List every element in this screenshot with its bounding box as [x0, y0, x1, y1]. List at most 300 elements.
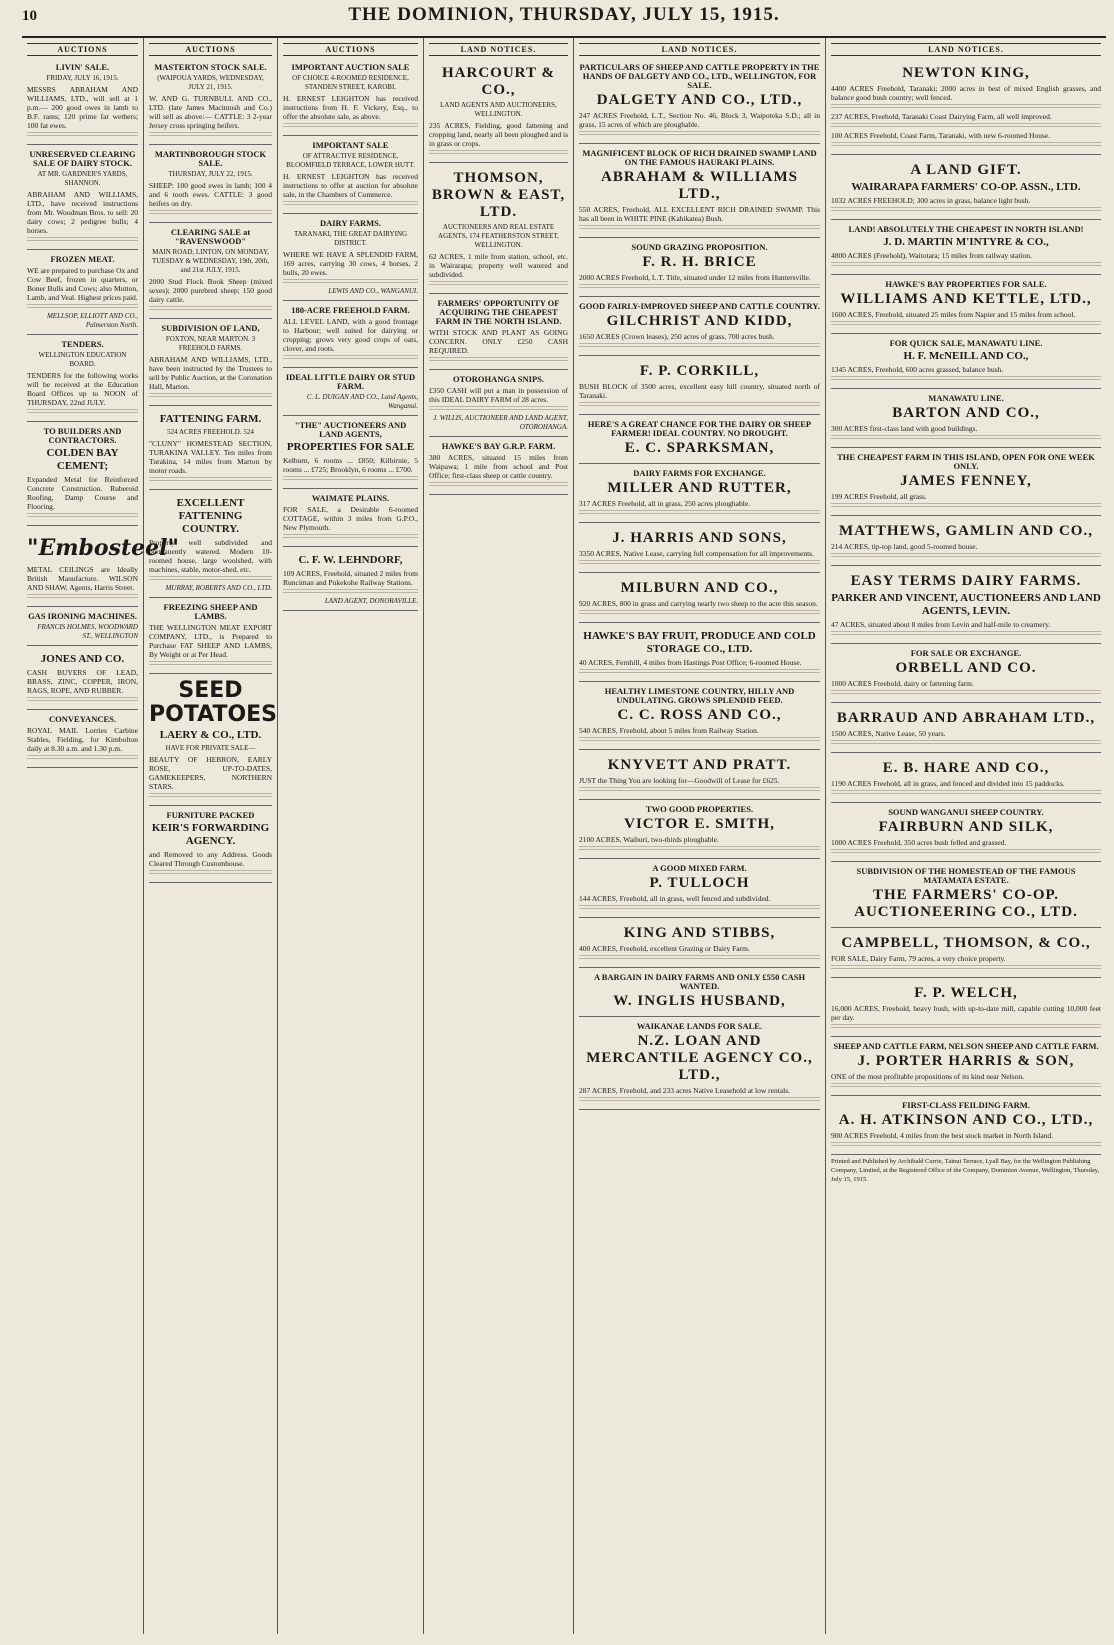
ad-body: BUSH BLOCK of 3500 acres, excellent easy hill country, situated north of Taranaki.: [579, 382, 820, 400]
ad-signature: C. L. DUIGAN AND CO., Land Agents, Wanganui.: [306, 393, 418, 410]
small-print-lines: [149, 870, 272, 876]
column-6: [826, 38, 1106, 1634]
ad-body: BEAUTY OF HEBRON, EARLY ROSE, UP-TO-DATES, GAMEKEEPERS, NORTHERN STARS.: [149, 755, 272, 791]
ad-body: ROYAL MAIL Lorries Carbine Stables, Fielding, for Kimbolton daily at 8.30 a.m. and 1.30 p.m.: [27, 726, 138, 753]
ad-advertiser: MILLER AND RUTTER,: [607, 480, 792, 496]
ad-body: CASH BUYERS OF LEAD, BRASS, ZINC, COPPER, IRON, RAGS, ROPE, AND RUBBER.: [27, 668, 138, 695]
small-print-lines: [283, 123, 418, 129]
ad-signature: J. WILLIS, AUCTIONEER AND LAND AGENT, OTOROHANGA.: [433, 414, 568, 431]
ad-heading: FIRST-CLASS FEILDING FARM.: [902, 1100, 1030, 1110]
ad-heading: IMPORTANT SALE: [312, 140, 389, 150]
small-print-lines: [579, 610, 820, 616]
ad-body: 235 ACRES, Fielding, good fattening and cropping land, nearly all been ploughed and is in grass or crops.: [429, 121, 568, 148]
advertisement: [831, 277, 1101, 334]
ad-heading: OTOROHANGA SNIPS.: [452, 374, 544, 384]
advertisement: [429, 165, 568, 294]
advertisement: [283, 491, 418, 547]
ad-heading: MASTERTON STOCK SALE.: [154, 62, 267, 72]
small-print-lines: [831, 207, 1101, 213]
small-print-lines: [579, 284, 820, 290]
advertisement: [27, 337, 138, 422]
ad-subheading: LAERY & CO., LTD.: [159, 729, 262, 741]
ad-body: 550 ACRES, Freehold, ALL EXCELLENT RICH DRAINED SWAMP. This has all been in WHITE PINE (Kahikatea) Bush.: [579, 205, 820, 223]
ad-heading: HERE'S A GREAT CHANCE FOR THE DAIRY OR SHEEP FARMER! IDEAL COUNTRY. NO DROUGHT.: [587, 419, 812, 438]
ad-advertiser: KNYVETT AND PRATT.: [607, 757, 792, 773]
advertisement: [149, 321, 272, 406]
ad-subtitle: WELLINGTON EDUCATION BOARD.: [38, 351, 127, 368]
advertisement: [831, 1098, 1101, 1155]
section-heading: AUCTIONS: [27, 43, 138, 56]
small-print-lines: [831, 553, 1101, 559]
advertisement: [149, 600, 272, 674]
ad-subtitle: FRIDAY, JULY 16, 1915.: [46, 74, 119, 82]
advertisement: [283, 303, 418, 368]
ad-advertiser: A. H. ATKINSON AND CO., LTD.,: [838, 1112, 1094, 1128]
ad-body: £350 CASH will put a man in possession of this IDEAL DAIRY FARM of 28 acres.: [429, 386, 568, 404]
small-print-lines: [27, 304, 138, 310]
brand-logo: "Embosteel": [27, 535, 179, 561]
small-print-lines: [831, 435, 1101, 441]
ad-subtitle: THURSDAY, JULY 22, 1915.: [168, 170, 253, 178]
small-print-lines: [579, 737, 820, 743]
ad-signature: MELLSOP, ELLIOTT AND CO., Palmerston North.: [46, 312, 138, 329]
ad-signature: LAND AGENT, DONORAVILLE.: [324, 597, 418, 605]
small-print-lines: [831, 1142, 1101, 1148]
ad-advertiser: N.Z. LOAN AND MERCANTILE AGENCY CO., LTD.,: [586, 1033, 813, 1083]
advertisement: [831, 864, 1101, 928]
ad-advertiser: FAIRBURN AND SILK,: [878, 819, 1054, 835]
advertisement: [579, 861, 820, 918]
advertisement: [429, 439, 568, 495]
ad-heading: GOOD FAIRLY-IMPROVED SHEEP AND CATTLE COUNTRY.: [579, 301, 820, 311]
ad-subheading: PROPERTIES FOR SALE: [286, 441, 415, 453]
ad-body: 199 ACRES Freehold, all grass.: [831, 492, 927, 501]
advertisement: [831, 157, 1101, 220]
ad-advertiser: C. C. ROSS AND CO.,: [617, 707, 782, 723]
small-print-lines: [579, 510, 820, 516]
ad-body: 214 ACRES, tip-top land, good 5-roomed house.: [831, 542, 978, 551]
advertisement: [149, 676, 278, 806]
ad-body: 1650 ACRES (Crown leases), 250 acres of grass, 700 acres bush.: [579, 332, 775, 341]
ad-heading: MAGNIFICENT BLOCK OF RICH DRAINED SWAMP LAND ON THE FAMOUS HAURAKI PLAINS.: [582, 148, 817, 167]
ad-advertiser: F. R. H. BRICE: [642, 254, 757, 270]
ad-body: 47 ACRES, situated about 8 miles from Levin and half-mile to creamery.: [831, 620, 1051, 629]
small-print-lines: [831, 740, 1101, 746]
small-print-lines: [27, 132, 138, 138]
ad-subtitle: TARANAKI, THE GREAT DAIRYING DISTRICT.: [293, 230, 408, 247]
ad-body: 300 ACRES first-class land with good buildings.: [831, 424, 978, 433]
small-print-lines: [831, 376, 1101, 382]
advertisement: [27, 712, 138, 768]
ad-body: 1032 ACRES FREEHOLD; 300 acres in grass, balance light bush.: [831, 196, 1031, 205]
advertisement: [579, 466, 820, 523]
advertisement: [149, 492, 272, 598]
ad-subheading: WAIRARAPA FARMERS' CO-OP. ASSN., LTD.: [851, 181, 1081, 193]
ad-advertiser: ORBELL AND CO.: [895, 660, 1037, 676]
ad-advertiser: A LAND GIFT.: [910, 162, 1022, 178]
ad-advertiser: GILCHRIST AND KIDD,: [606, 313, 793, 329]
ad-heading: SOUND WANGANUI SHEEP COUNTRY.: [888, 807, 1044, 817]
ad-heading: LAND! ABSOLUTELY THE CHEAPEST IN NORTH ISLAND!: [848, 224, 1084, 234]
ad-body: THE WELLINGTON MEAT EXPORT COMPANY, LTD., is Prepared to Purchase FAT SHEEP AND LAMBS, By Weight or at Per Head.: [149, 623, 272, 659]
small-print-lines: [831, 104, 1101, 110]
ad-advertiser: THOMSON, BROWN & EAST, LTD.: [431, 170, 566, 220]
small-print-lines: [831, 631, 1101, 637]
ad-heading: 180-ACRE FREEHOLD FARM.: [291, 305, 410, 315]
ad-subheading: KEIR'S FORWARDING AGENCY.: [151, 822, 270, 847]
ad-body: 900 ACRES Freehold, 4 miles from the best stock market in North Island.: [831, 1131, 1054, 1140]
small-print-lines: [579, 131, 820, 137]
ad-signature: MURRAY, ROBERTS AND CO., LTD.: [165, 584, 272, 592]
ad-body: MESSRS ABRAHAM AND WILLIAMS, LTD., will sell at 1 p.m.— 200 good owes in lamb to B.F. rams; 120 prime fat wethers; 100 fat ewes.: [27, 85, 138, 130]
small-print-lines: [831, 1024, 1101, 1030]
advertisement: [283, 216, 418, 301]
ad-subtitle: AT MR. GARDNER'S YARDS, SHANNON.: [37, 170, 128, 187]
advertisement: [831, 755, 1101, 803]
ad-body: WHERE WE HAVE A SPLENDID FARM, 169 acres, carrying 30 cows, 4 horses, 2 bulls, 20 ewes.: [283, 250, 418, 277]
small-print-lines: [831, 142, 1101, 148]
small-print-lines: [429, 357, 568, 363]
column-5: [574, 38, 826, 1634]
ad-body: 40 ACRES, Fernhill, 4 miles from Hastings Post Office; 6-roomed House.: [579, 658, 802, 667]
ad-body: W. AND G. TURNBULL AND CO., LTD. (late James Macintosh and Co.) will sell as above:— CATTLE: 3 2-year Jersey cross springing heifers.: [149, 94, 272, 130]
advertisement: [27, 60, 138, 145]
ad-advertiser: E. C. SPARKSMAN,: [624, 440, 775, 456]
ad-body: 380 ACRES, situated 15 miles from Waipawa; 1 mile from school and Post Office; first-class sheep or cattle country.: [429, 453, 568, 480]
ad-subheading: EXCELLENT FATTENING COUNTRY.: [176, 497, 245, 535]
small-print-lines: [831, 321, 1101, 327]
ad-heading: PARTICULARS OF SHEEP AND CATTLE PROPERTY IN THE HANDS OF DALGETY AND CO., LTD., WELLINGTON, FOR SALE.: [579, 62, 820, 90]
small-print-lines: [149, 477, 272, 483]
small-print-lines: [831, 503, 1101, 509]
ad-advertiser: KING AND STIBBS,: [623, 925, 776, 941]
ad-advertiser: ABRAHAM & WILLIAMS LTD.,: [601, 169, 798, 202]
small-print-lines: [283, 476, 418, 482]
ad-body: 2100 ACRES, Waihuri, two-thirds ploughable.: [579, 835, 719, 844]
ad-subtitle: FOXTON, NEAR MARTON. 3 FREEHOLD FARMS.: [165, 335, 256, 352]
ad-body: 4400 ACRES Freehold, Taranaki; 2000 acres in best of mixed English grasses, and balance good bush country; well fenced.: [831, 84, 1101, 102]
ad-body: 540 ACRES, Freehold, about 5 miles from Railway Station.: [579, 726, 759, 735]
ad-heading: SOUND GRAZING PROPOSITION.: [631, 242, 768, 252]
masthead: [22, 4, 1106, 38]
advertisement: [429, 372, 568, 437]
ad-body: 287 ACRES, Freehold, and 233 acres Native Leasehold at low rentals.: [579, 1086, 790, 1095]
ad-heading: UNRESERVED CLEARING SALE OF DAIRY STOCK.: [29, 149, 136, 168]
small-print-lines: [149, 661, 272, 667]
ad-subheading: FATTENING FARM.: [159, 413, 262, 425]
small-print-lines: [283, 201, 418, 207]
ad-subtitle: (WAIPOUA YARDS, WEDNESDAY, JULY 21, 1915.: [157, 74, 264, 91]
advertisement: [27, 424, 138, 526]
ad-heading: FURNITURE PACKED: [166, 810, 255, 820]
ad-body: Property well subdivided and permanently watered. Modern 10-roomed house, large woolshed, with machines, stable, motor-shed, etc.: [149, 538, 272, 574]
page-number: 10: [22, 8, 37, 24]
ad-advertiser: P. TULLOCH: [649, 875, 750, 891]
advertisement: [579, 752, 820, 800]
advertisement: [831, 450, 1101, 516]
ad-subheading: C. F. W. LEHNDORF,: [298, 554, 403, 566]
small-print-lines: [831, 849, 1101, 855]
advertisement: [579, 358, 820, 415]
ad-body: ABRAHAM AND WILLIAMS, LTD., have been instructed by the Trustees to sell by Public Auction, at the Coronation Hall, Marton.: [149, 355, 272, 391]
ad-heading: DAIRY FARMS FOR EXCHANGE.: [633, 468, 766, 478]
ad-body: 400 ACRES, Freehold, excellent Grazing or Dairy Farm.: [579, 944, 750, 953]
small-print-lines: [831, 965, 1101, 971]
ad-advertiser: CAMPBELL, THOMSON, & CO.,: [841, 935, 1091, 951]
ad-advertiser: MILBURN AND CO.,: [620, 580, 779, 596]
advertisement: [429, 296, 568, 370]
small-print-lines: [429, 406, 568, 412]
small-print-lines: [27, 697, 138, 703]
advertisement: [831, 391, 1101, 448]
ad-advertiser: HARCOURT & CO.,: [442, 65, 555, 98]
ad-body: 144 ACRES, Freehold, all in grass, well fenced and subdivided.: [579, 894, 771, 903]
small-print-lines: [149, 576, 272, 582]
ad-advertiser: JAMES FENNEY,: [900, 473, 1032, 489]
ad-body: 109 ACRES, Freehold, situated 2 miles from Runciman and Pukekohe Railway Stations.: [283, 569, 418, 587]
ad-subheading: J. D. MARTIN M'INTYRE & CO.,: [883, 236, 1049, 248]
ad-body: TENDERS for the following works will be received at the Education Board Offices up to NOON of THURSDAY, 22nd JULY.: [27, 371, 138, 407]
ad-heading: DAIRY FARMS.: [319, 218, 382, 228]
small-print-lines: [579, 905, 820, 911]
ad-body: METAL CEILINGS are Ideally British Manufacture. WILSON AND SHAW, Agents, Harris Street.: [27, 565, 138, 592]
ad-subtitle: MAIN ROAD, LINTON, ON MONDAY, TUESDAY & WEDNESDAY, 19th, 20th, and 21st JULY, 1915.: [151, 248, 269, 274]
advertisement: [579, 802, 820, 859]
column-4: [424, 38, 574, 1634]
ad-signature: FRANCIS HOLMES, WOODWARD ST., WELLINGTON: [37, 623, 138, 640]
small-print-lines: [579, 225, 820, 231]
column-3: [278, 38, 424, 1634]
ad-heading: FOR SALE OR EXCHANGE.: [910, 648, 1022, 658]
advertisement: [149, 808, 272, 883]
ad-heading: FOR QUICK SALE, MANAWATU LINE.: [889, 338, 1043, 348]
advertisement: [27, 252, 138, 335]
advertisement: [579, 240, 820, 297]
small-print-lines: [27, 237, 138, 243]
ad-advertiser: BARRAUD AND ABRAHAM LTD.,: [836, 710, 1096, 726]
small-print-lines: [579, 1097, 820, 1103]
ad-advertiser: W. INGLIS HUSBAND,: [613, 993, 786, 1009]
advertisement: [831, 518, 1101, 566]
ad-advertiser: J. HARRIS AND SONS,: [612, 530, 787, 546]
small-print-lines: [149, 210, 272, 216]
ad-heading: CONVEYANCES.: [49, 714, 116, 724]
ad-body: H. ERNEST LEIGHTON has received instructions from H. F. Vickery, Esq., to offer the absolute sale, as above.: [283, 94, 418, 121]
ad-advertiser: THE FARMERS' CO-OP. AUCTIONEERING CO., LTD.: [854, 887, 1078, 920]
ad-body: SHEEP: 100 good ewes in lamb; 100 4 and 6 tooth ewes. CATTLE: 3 good heifers on dry.: [149, 181, 272, 208]
advertisement: [283, 138, 418, 214]
ad-heading: FROZEN MEAT.: [50, 254, 115, 264]
ad-advertiser: BARTON AND CO.,: [892, 405, 1040, 421]
ad-subheading: H. F. McNEILL AND CO.,: [903, 350, 1029, 362]
ad-body: 247 ACRES Freehold, L.T., Section No. 46, Block 3, Waipoteka S.D.; all in grass, 15 acres of which are ploughable.: [579, 111, 820, 129]
small-print-lines: [283, 534, 418, 540]
ad-heading: FREEZING SHEEP AND LAMBS.: [163, 602, 258, 621]
advertisement: [579, 60, 820, 144]
ad-heading: SHEEP AND CATTLE FARM, NELSON SHEEP AND CATTLE FARM.: [833, 1041, 1099, 1051]
advertisement: [831, 646, 1101, 703]
column-1: [22, 38, 179, 1634]
section-heading: LAND NOTICES.: [579, 43, 820, 56]
column-2: [144, 38, 278, 1634]
ad-subtitle: 524 ACRES FREEHOLD. 524: [167, 428, 254, 436]
newspaper-title: THE DOMINION, THURSDAY, JULY 15, 1915.: [348, 4, 780, 25]
advertisement: [579, 525, 820, 573]
ad-signature: LEWIS AND CO., WANGANUI.: [328, 287, 418, 295]
ad-body: FOR SALE, a Desirable 6-roomed COTTAGE, within 3 miles from G.P.O., New Plymouth.: [283, 505, 418, 532]
ad-subtitle: OF CHOICE 4-ROOMED RESIDENCE, STANDEN STREET, KAROBI.: [292, 74, 409, 91]
advertisement: [831, 930, 1101, 978]
advertisement: [579, 417, 820, 464]
ad-subheading: JONES AND CO.: [40, 653, 125, 665]
ad-body: FOR SALE, Dairy Farm, 79 acres, a very choice property.: [831, 954, 1006, 963]
printer-imprint: Printed and Published by Archibald Currie, Tainui Terrace, Lyall Bay, for the Wellington Publishing Company, Limited, at the Registered Office of the Company, Dominion Avenue, Wellington, Thursday, July 15, 1915.: [831, 1158, 1100, 1183]
ad-heading: FARMERS' OPPORTUNITY OF ACQUIRING THE CHEAPEST FARM IN THE NORTH ISLAND.: [435, 298, 562, 326]
section-heading: LAND NOTICES.: [429, 43, 568, 56]
small-print-lines: [149, 393, 272, 399]
small-print-lines: [579, 846, 820, 852]
small-print-lines: [27, 755, 138, 761]
small-print-lines: [27, 594, 138, 600]
ad-body: 1345 ACRES, Freehold, 600 acres grassed, balance bush.: [831, 365, 1004, 374]
small-print-lines: [27, 409, 138, 415]
advertisement: [831, 805, 1101, 862]
ad-body: 2000 ACRES Freehold, L.T. Title, situated under 12 miles from Huntersville.: [579, 273, 811, 282]
ad-heading: GAS IRONING MACHINES.: [28, 611, 137, 621]
advertisement: [831, 568, 1101, 644]
section-heading: AUCTIONS: [283, 43, 418, 56]
advertisement: [27, 528, 179, 607]
ad-body: 1000 ACRES Freehold, 350 acres bush felled and grassed.: [831, 838, 1007, 847]
ad-advertiser: J. PORTER HARRIS & SON,: [857, 1053, 1075, 1069]
ad-body: 1500 ACRES, Native Lease, 50 years.: [831, 729, 946, 738]
advertisement: [579, 575, 820, 623]
ad-heading: WAIKANAE LANDS FOR SALE.: [636, 1021, 763, 1031]
advertisement: [579, 920, 820, 968]
ad-subheading: HAWKE'S BAY FRUIT, PRODUCE AND COLD STORAGE CO., LTD.: [583, 630, 816, 655]
small-print-lines: [149, 306, 272, 312]
ad-body: JUST the Thing You are looking for—Goodwill of Lease for £625.: [579, 776, 780, 785]
small-print-lines: [149, 793, 272, 799]
ad-advertiser: F. P. WELCH,: [914, 985, 1018, 1001]
small-print-lines: [429, 281, 568, 287]
advertisement: [283, 60, 418, 136]
advertisement: [283, 370, 418, 416]
advertisement: [831, 60, 1101, 155]
ad-body: 1000 ACRES Freehold, dairy or fattening farm.: [831, 679, 974, 688]
ad-advertiser: DALGETY AND CO., LTD.,: [596, 92, 803, 108]
small-print-lines: [579, 669, 820, 675]
ad-heading: TWO GOOD PROPERTIES.: [645, 804, 754, 814]
ad-body: 4800 ACRES (Freehold), Waitotara; 15 miles from railway station.: [831, 251, 1032, 260]
advertisement: [831, 1039, 1101, 1096]
small-print-lines: [831, 1083, 1101, 1089]
ad-heading: CLEARING SALE at "RAVENSWOOD": [170, 227, 251, 246]
ad-body: H. ERNEST LEIGHTON has received instructions to offer at auction for absolute sale, in the Chambers of Commerce.: [283, 172, 418, 199]
small-print-lines: [831, 690, 1101, 696]
section-heading: AUCTIONS: [149, 43, 272, 56]
ad-heading: TO BUILDERS AND CONTRACTORS.: [43, 426, 122, 445]
advertisement: [579, 970, 820, 1017]
ad-body: ONE of the most profitable propositions of its kind near Nelson.: [831, 1072, 1025, 1081]
advertisement: [831, 336, 1101, 389]
ad-display-text: SEED POTATOES: [149, 678, 278, 727]
small-print-lines: [283, 589, 418, 595]
ad-advertiser: VICTOR E. SMITH,: [624, 816, 775, 832]
ad-heading: HAWKE'S BAY G.R.P. FARM.: [441, 441, 556, 451]
advertisement: [831, 980, 1101, 1037]
ad-body: Expanded Metal for Reinforced Concrete Construction. Ruberoid Roofing, Damp Course and Flooring.: [27, 475, 138, 511]
advertisement: [27, 147, 138, 250]
ad-subtitle: HAVE FOR PRIVATE SALE—: [165, 744, 256, 752]
advertisement: [831, 222, 1101, 275]
ad-heading: SUBDIVISION OF LAND,: [161, 323, 260, 333]
small-print-lines: [831, 790, 1101, 796]
ad-body: 100 ACRES Freehold, Coast Farm, Taranaki, with new 6-roomed House.: [831, 131, 1051, 140]
ad-heading: HEALTHY LIMESTONE COUNTRY, HILLY AND UNDULATING. GROWS SPLENDID FEED.: [604, 686, 795, 705]
ad-body: WITH STOCK AND PLANT AS GOING CONCERN. ONLY £250 CASH REQUIRED.: [429, 328, 568, 355]
ad-body: 3350 ACRES, Native Lease, carrying full compensation for all improvements.: [579, 549, 814, 558]
small-print-lines: [579, 955, 820, 961]
advertisement: [283, 418, 418, 489]
columns: [22, 38, 1106, 1634]
advertisement: [149, 225, 272, 319]
ad-heading: IMPORTANT AUCTION SALE: [291, 62, 410, 72]
ad-body: ABRAHAM AND WILLIAMS, LTD., have received instructions from Mr. Woodman Bros. to sell: 20 dairy cows; 2 pedigree bulls; 4 horses.: [27, 190, 138, 235]
ad-subheading: COLDEN BAY CEMENT;: [46, 447, 119, 472]
ad-body: ALL LEVEL LAND, with a good frontage to Harbour; well suited for dairying or cropping; grows very good crops of oats, clover, and roots.: [283, 317, 418, 353]
advertisement: [579, 684, 820, 750]
ad-body: 2000 Stud Flock Book Sheep (mixed sexes); 2000 purebred sheep; 150 good dairy cattle.: [149, 277, 272, 304]
ad-heading: MARTINBOROUGH STOCK SALE.: [154, 149, 267, 168]
small-print-lines: [579, 787, 820, 793]
ad-advertiser: NEWTON KING,: [902, 65, 1030, 81]
ad-subtitle: OF ATTRACTIVE RESIDENCE, BLOOMFIELD TERRACE, LOWER HUTT.: [286, 152, 415, 169]
small-print-lines: [579, 343, 820, 349]
small-print-lines: [831, 123, 1101, 129]
ad-advertiser: WILLIAMS AND KETTLE, LTD.,: [840, 291, 1092, 307]
ad-body: WE are prepared to purchase Ox and Cow Beef, frozen in quarters, or Boner Bulls and Cows; also Mutton, Lamb, and Veal. Highest prices paid.: [27, 266, 138, 302]
small-print-lines: [283, 355, 418, 361]
advertisement: [579, 299, 820, 356]
ad-body: Kelburn, 6 rooms ... £850; Kilbirnie, 5 rooms ... £725; Brooklyn, 6 rooms ... £700.: [283, 456, 418, 474]
small-print-lines: [579, 560, 820, 566]
advertisement: [579, 625, 820, 682]
advertisement: [283, 549, 418, 611]
ad-advertiser: F. P. CORKILL,: [639, 363, 760, 379]
advertisement: [149, 147, 272, 223]
small-print-lines: [579, 402, 820, 408]
advertisement: [149, 408, 272, 490]
ad-heading: HAWKE'S BAY PROPERTIES FOR SALE.: [885, 279, 1047, 289]
ad-body: 920 ACRES, 800 in grass and carrying nearly two sheep to the acre this season.: [579, 599, 818, 608]
advertisement: [579, 1019, 820, 1110]
ad-body: 1600 ACRES, Freehold, situated 25 miles from Napier and 15 miles from school.: [831, 310, 1076, 319]
ad-body: 237 ACRES, Freehold, Taranaki Coast Dairying Farm, all well improved.: [831, 112, 1052, 121]
small-print-lines: [429, 482, 568, 488]
ad-subheading: PARKER AND VINCENT, AUCTIONEERS AND LAND AGENTS, LEVIN.: [831, 592, 1101, 617]
small-print-lines: [831, 262, 1101, 268]
ad-body: 62 ACRES, 1 mile from station, school, etc. in Wairarapa; property well watered and subdivided.: [429, 252, 568, 279]
ad-heading: TENDERS.: [61, 339, 104, 349]
ad-body: 1190 ACRES Freehold, all in grass, and fenced and divided into 15 paddocks.: [831, 779, 1065, 788]
ad-heading: A GOOD MIXED FARM.: [652, 863, 747, 873]
advertisement: [831, 705, 1101, 753]
ad-advertiser: MATTHEWS, GAMLIN AND CO.,: [839, 523, 1093, 539]
ad-subtitle: AUCTIONEERS AND REAL ESTATE AGENTS, 174 FEATHERSTON STREET, WELLINGTON.: [438, 223, 559, 249]
advertisement: [149, 60, 272, 145]
advertisement: [429, 60, 568, 163]
